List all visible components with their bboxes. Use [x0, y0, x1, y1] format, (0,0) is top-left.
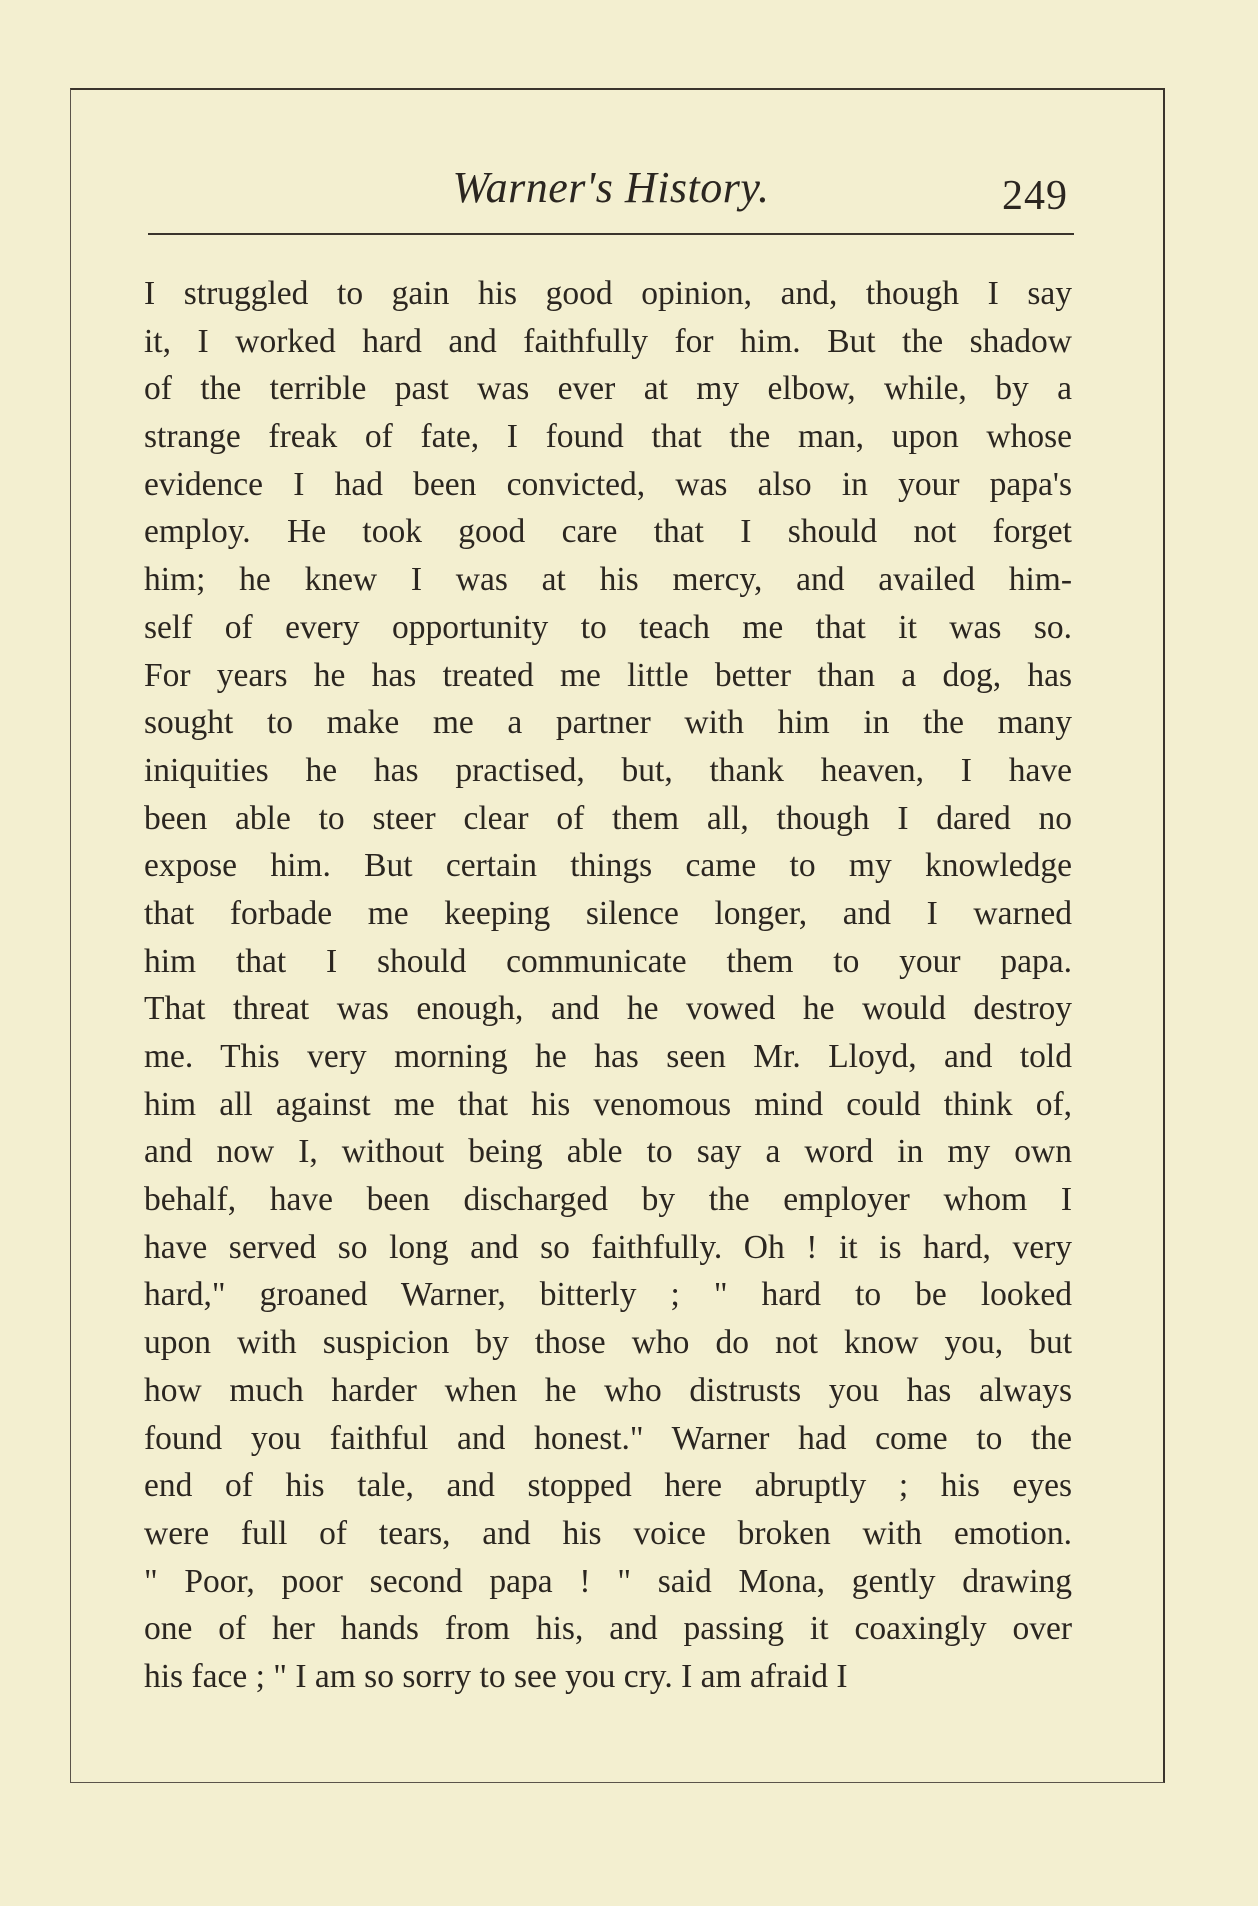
- text-line: upon with suspicion by those who do not know you, but: [144, 1324, 1072, 1362]
- text-line: were full of tears, and his voice broken with emotion.: [144, 1514, 1072, 1552]
- text-line: have served so long and so faithfully. Oh ! it is hard, very: [144, 1228, 1072, 1266]
- text-line: and now I, without being able to say a word in my own: [144, 1133, 1072, 1171]
- text-line: " Poor, poor second papa ! " said Mona, gently drawing: [144, 1562, 1072, 1600]
- text-line: him that I should communicate them to your papa.: [144, 942, 1072, 980]
- text-line: sought to make me a partner with him in the many: [144, 704, 1072, 742]
- text-line: evidence I had been convicted, was also in your papa's: [144, 465, 1072, 503]
- text-line: him; he knew I was at his mercy, and availed him-: [144, 561, 1072, 599]
- running-head: [148, 162, 1074, 232]
- text-line: end of his tale, and stopped here abruptly ; his eyes: [144, 1467, 1072, 1505]
- text-line: I struggled to gain his good opinion, and, though I say: [144, 275, 1072, 312]
- text-line: found you faithful and honest." Warner had come to the: [144, 1419, 1072, 1457]
- text-line: hard," groaned Warner, bitterly ; " hard to be looked: [144, 1276, 1072, 1314]
- text-line: been able to steer clear of them all, though I dared no: [144, 799, 1072, 837]
- text-line: employ. He took good care that I should not forget: [144, 513, 1072, 551]
- text-line: how much harder when he who distrusts you has always: [144, 1371, 1072, 1409]
- text-line: self of every opportunity to teach me that it was so.: [144, 608, 1072, 646]
- text-line: his face ; " I am so sorry to see you cry. I am afraid I: [144, 1657, 848, 1695]
- text-line: behalf, have been discharged by the employer whom I: [144, 1181, 1072, 1219]
- text-line: me. This very morning he has seen Mr. Lloyd, and told: [144, 1038, 1072, 1075]
- text-line: one of her hands from his, and passing it coaxingly over: [144, 1610, 1072, 1648]
- header-rule: [148, 233, 1074, 235]
- text-line: strange freak of fate, I found that the man, upon whose: [144, 418, 1072, 456]
- text-line: iniquities he has practised, but, thank heaven, I have: [144, 751, 1072, 789]
- text-line: of the terrible past was ever at my elbow, while, by a: [144, 370, 1072, 408]
- text-line: That threat was enough, and he vowed he would destroy: [144, 990, 1072, 1028]
- text-line: him all against me that his venomous mind could think of,: [144, 1085, 1072, 1123]
- text-line: that forbade me keeping silence longer, and I warned: [144, 894, 1072, 932]
- page-number: 249: [1002, 173, 1068, 219]
- text-line: expose him. But certain things came to my knowledge: [144, 847, 1072, 885]
- text-line: it, I worked hard and faithfully for him. But the shadow: [144, 322, 1072, 360]
- running-title: Warner's History.: [452, 163, 770, 212]
- body-text: [144, 270, 1072, 1701]
- text-line: For years he has treated me little better than a dog, has: [144, 656, 1072, 694]
